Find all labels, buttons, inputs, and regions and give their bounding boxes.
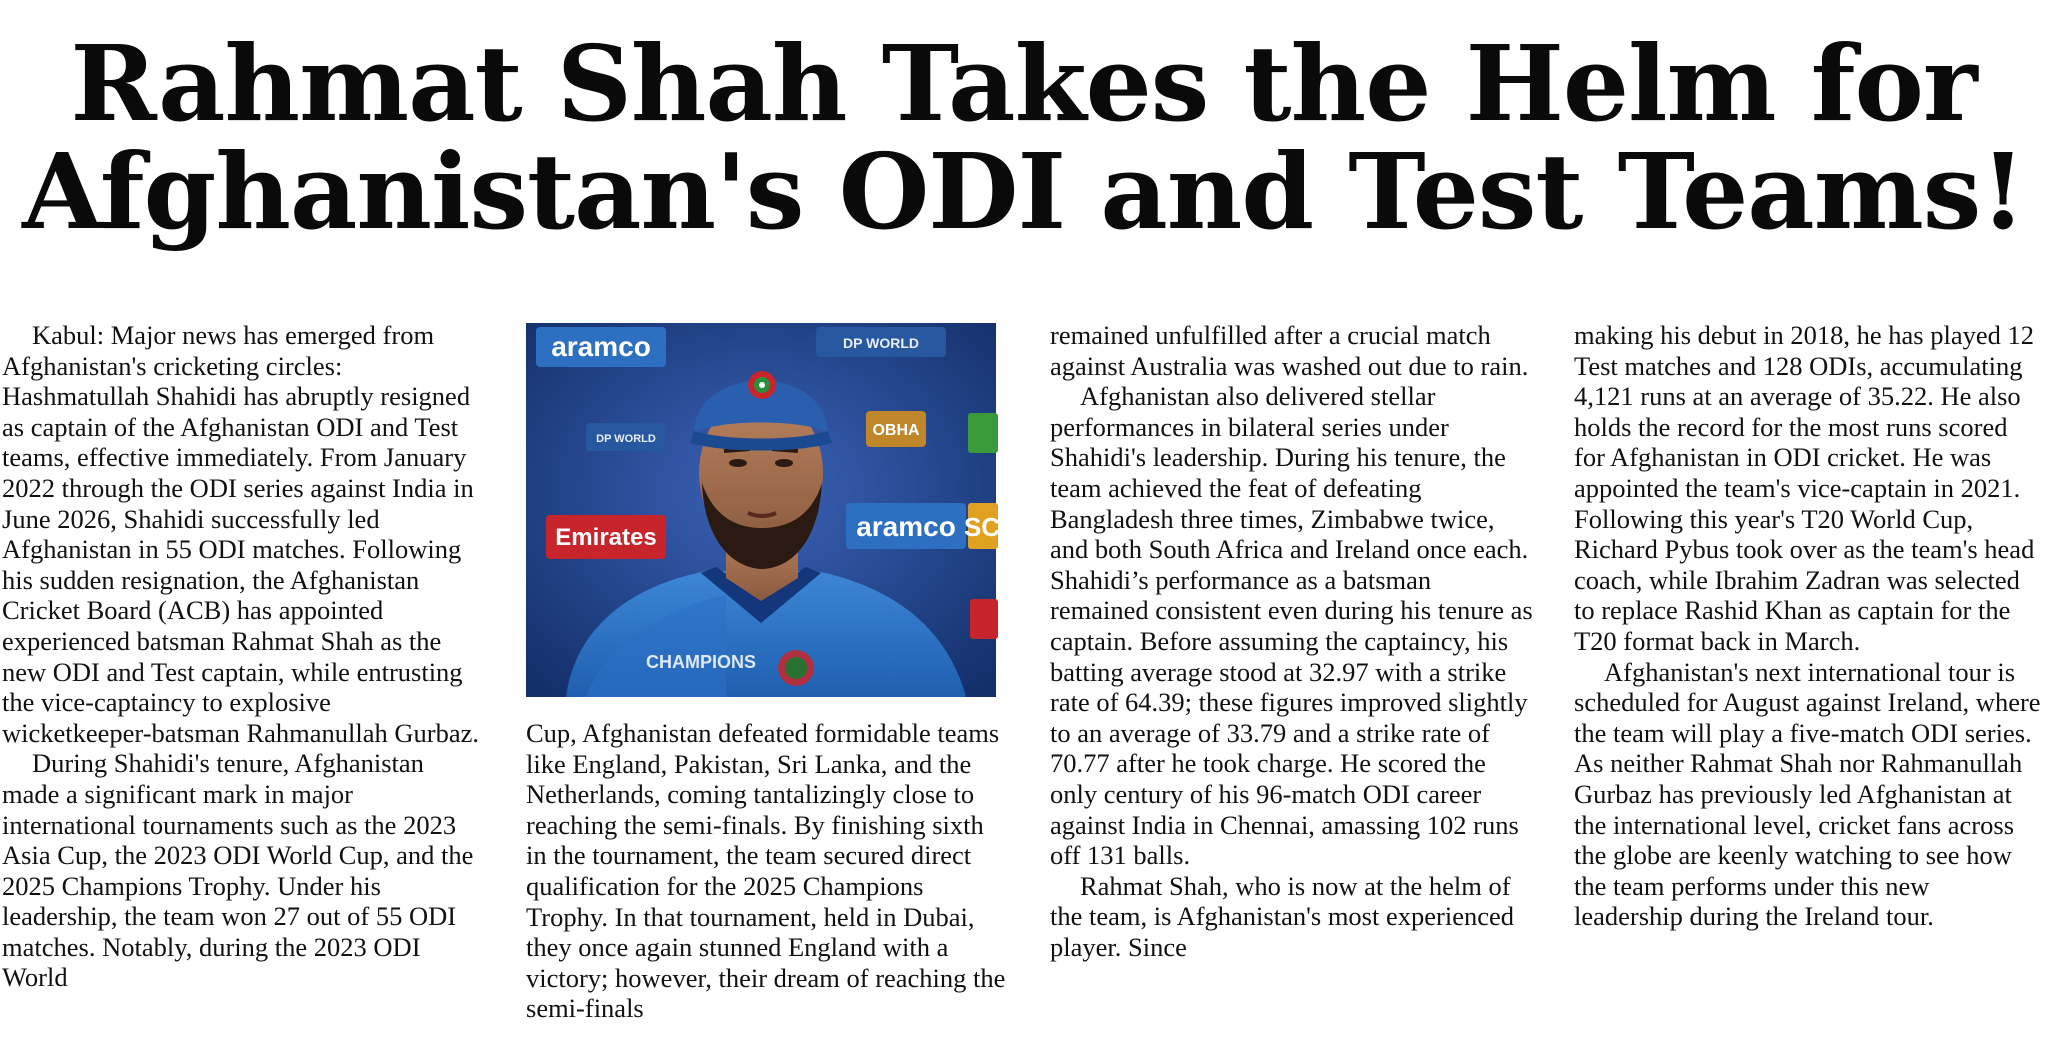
article-column-4 bbox=[1574, 320, 2044, 932]
article-column-1 bbox=[2, 320, 486, 993]
player-portrait-illustration bbox=[526, 323, 1001, 697]
sponsor-text: aramco bbox=[551, 331, 651, 362]
sponsor-text: DP WORLD bbox=[596, 433, 656, 445]
headline-line-1: Rahmat Shah Takes the Helm for bbox=[70, 22, 1977, 145]
sponsor-text: DP WORLD bbox=[843, 335, 919, 351]
paragraph: Afghanistan's next international tour is scheduled for August against Ireland, where the team will play a five-match ODI series. As neither Rahmat Shah nor Rahmanullah Gurbaz has previously led Afghanistan at the international level, cricket fans across the globe are keenly watching to see how the team performs under this new leadership during the Ireland tour. bbox=[1574, 656, 2041, 932]
paragraph: remained unfulfilled after a crucial match against Australia was washed out due to rain. bbox=[1050, 320, 1529, 381]
captain-photo bbox=[526, 323, 1001, 697]
paragraph: Cup, Afghanistan defeated formidable teams like England, Pakistan, Sri Lanka, and the Netherlands, coming tantalizingly close to reaching the semi-finals. By finishing sixth in the tournament, the team secured direct qualification for the 2025 Champions Trophy. In that tournament, held in Dubai, they once again stunned England with a victory; however, their dream of reaching the semi-finals bbox=[526, 718, 1006, 1024]
paragraph: Afghanistan also delivered stellar performances in bilateral series under Shahidi's leadership. During his tenure, the team achieved the feat of defeating Bangladesh three times, Zimbabwe twice, and both South Africa and Ireland once each. Shahidi’s performance as a batsman remained consistent even during his tenure as captain. Before assuming the captaincy, his batting average stood at 32.97 with a strike rate of 64.39; these figures improved slightly to an average of 33.79 and a strike rate of 70.77 after he took charge. He scored the only century of his 96-match ODI career against India in Chennai, amassing 102 runs off 131 balls. bbox=[1050, 381, 1533, 871]
sponsor-text: OBHA bbox=[872, 422, 920, 439]
jersey-text: CHAMPIONS bbox=[646, 652, 757, 672]
sponsor-text: Emirates bbox=[555, 524, 657, 551]
sponsor-text: SC bbox=[963, 512, 1001, 542]
headline bbox=[0, 22, 2047, 253]
article-column-2 bbox=[526, 718, 1010, 1024]
paragraph: making his debut in 2018, he has played 12 Test matches and 128 ODIs, accumulating 4,121 runs at an average of 35.22. He also holds the record for the most runs scored for Afghanistan in ODI cricket. He was appointed the team's vice-captain in 2021. Following this year's T20 World Cup, Richard Pybus took over as the team's head coach, while Ibrahim Zadran was selected to replace Rashid Khan as captain for the T20 format back in March. bbox=[1574, 320, 2035, 656]
paragraph: Kabul: Major news has emerged from Afghanistan's cricketing circles: Hashmatullah Shahidi has abruptly resigned as captain of the Afghanistan ODI and Test teams, effective immediately. From January 2022 through the ODI series against India in June 2026, Shahidi successfully led Afghanistan in 55 ODI matches. Following his sudden resignation, the Afghanistan Cricket Board (ACB) has appointed experienced batsman Rahmat Shah as the new ODI and Test captain, while entrusting the vice-captaincy to explosive wicketkeeper-batsman Rahmanullah Gurbaz. bbox=[2, 320, 480, 748]
headline-line-2: Afghanistan's ODI and Test Teams! bbox=[22, 130, 2025, 253]
paragraph: During Shahidi's tenure, Afghanistan made a significant mark in major international tournaments such as the 2023 Asia Cup, the 2023 ODI World Cup, and the 2025 Champions Trophy. Under his leadership, the team won 27 out of 55 ODI matches. Notably, during the 2023 ODI World bbox=[2, 748, 474, 993]
article-column-3 bbox=[1050, 320, 1534, 962]
paragraph: Rahmat Shah, who is now at the helm of the team, is Afghanistan's most experienced player. Since bbox=[1050, 870, 1514, 962]
sponsor-text: aramco bbox=[856, 511, 956, 542]
